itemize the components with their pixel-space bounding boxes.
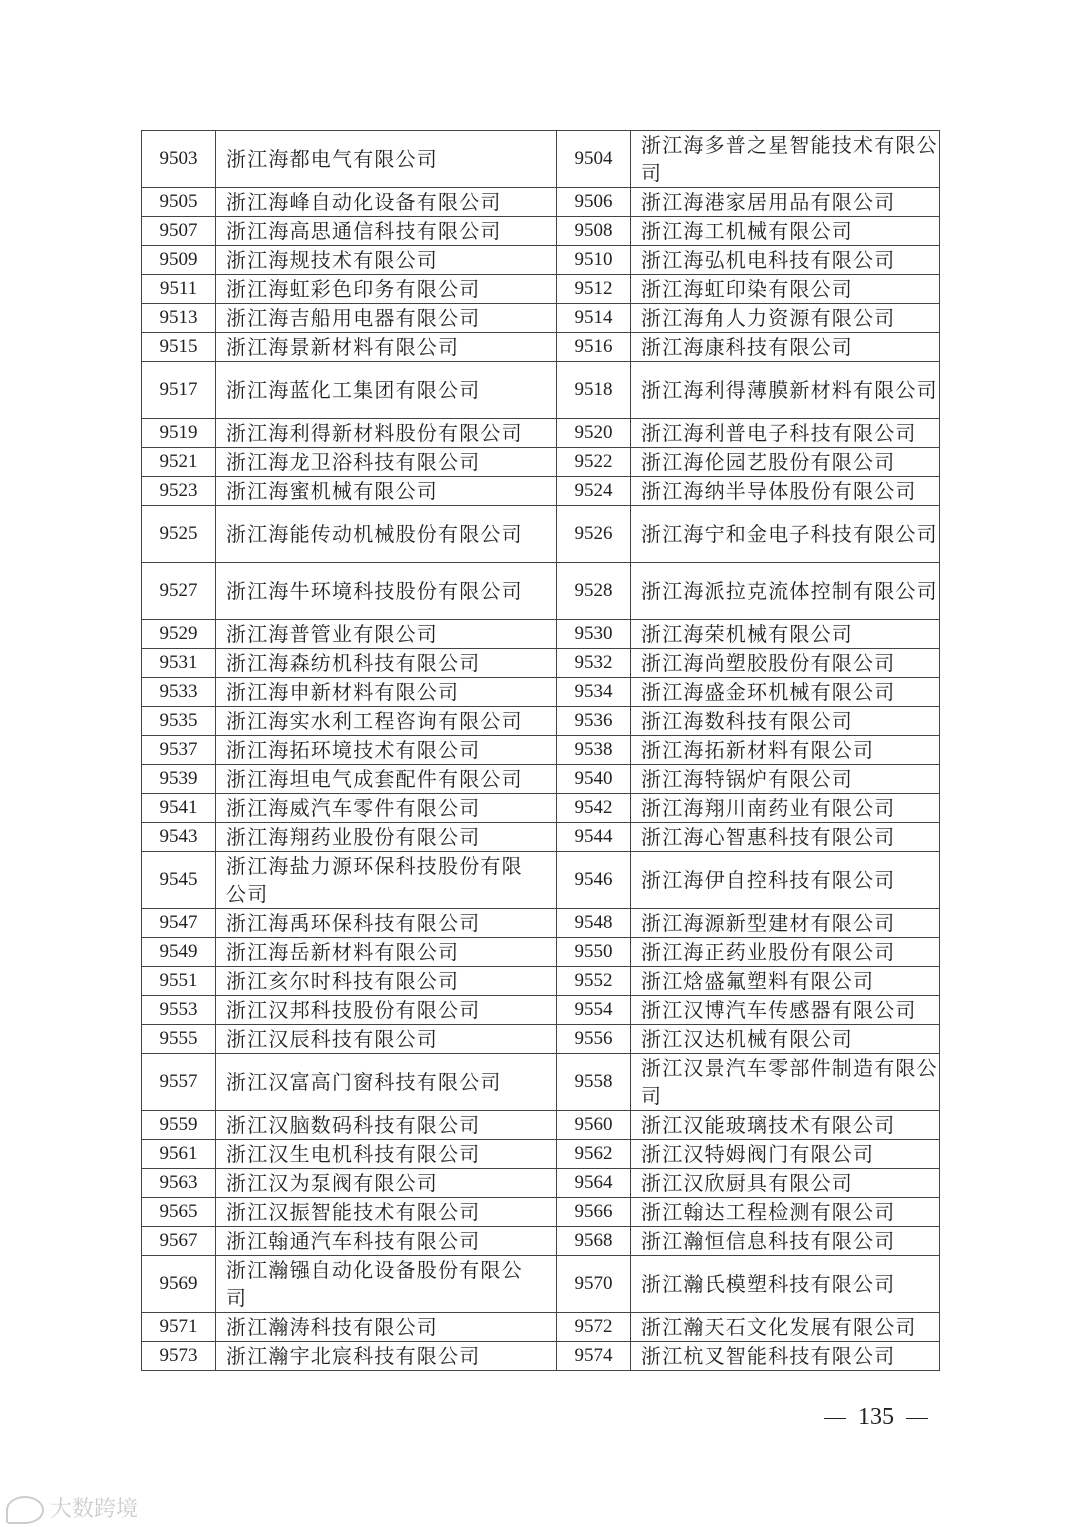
company-name: 浙江海宁和金电子科技有限公司 bbox=[631, 506, 940, 563]
company-name: 浙江海规技术有限公司 bbox=[216, 246, 557, 275]
row-number: 9540 bbox=[557, 765, 631, 794]
table-row bbox=[142, 1198, 940, 1227]
company-name: 浙江海岳新材料有限公司 bbox=[216, 938, 557, 967]
dash-right bbox=[906, 1418, 928, 1420]
row-number: 9521 bbox=[142, 448, 216, 477]
table-row bbox=[142, 823, 940, 852]
company-name: 浙江海纳半导体股份有限公司 bbox=[631, 477, 940, 506]
table-body bbox=[142, 131, 940, 1371]
table-row bbox=[142, 448, 940, 477]
company-name: 浙江海禹环保科技有限公司 bbox=[216, 909, 557, 938]
company-name: 浙江汉为泵阀有限公司 bbox=[216, 1169, 557, 1198]
company-name: 浙江汉辰科技有限公司 bbox=[216, 1025, 557, 1054]
company-name: 浙江瀚宇北宸科技有限公司 bbox=[216, 1342, 557, 1371]
company-name: 浙江海康科技有限公司 bbox=[631, 333, 940, 362]
company-name: 浙江海多普之星智能技术有限公司 bbox=[631, 131, 940, 188]
company-name: 浙江海弘机电科技有限公司 bbox=[631, 246, 940, 275]
company-name: 浙江汉振智能技术有限公司 bbox=[216, 1198, 557, 1227]
row-number: 9549 bbox=[142, 938, 216, 967]
row-number: 9546 bbox=[557, 852, 631, 909]
row-number: 9536 bbox=[557, 707, 631, 736]
row-number: 9542 bbox=[557, 794, 631, 823]
table-row bbox=[142, 938, 940, 967]
row-number: 9519 bbox=[142, 419, 216, 448]
company-name: 浙江海利得新材料股份有限公司 bbox=[216, 419, 557, 448]
row-number: 9550 bbox=[557, 938, 631, 967]
company-name: 浙江海派拉克流体控制有限公司 bbox=[631, 563, 940, 620]
company-name: 浙江海伊自控科技有限公司 bbox=[631, 852, 940, 909]
row-number: 9555 bbox=[142, 1025, 216, 1054]
company-name: 浙江翰达工程检测有限公司 bbox=[631, 1198, 940, 1227]
company-name: 浙江海源新型建材有限公司 bbox=[631, 909, 940, 938]
row-number: 9518 bbox=[557, 362, 631, 419]
company-name: 浙江海伦园艺股份有限公司 bbox=[631, 448, 940, 477]
row-number: 9513 bbox=[142, 304, 216, 333]
row-number: 9508 bbox=[557, 217, 631, 246]
row-number: 9569 bbox=[142, 1256, 216, 1313]
company-name: 浙江汉景汽车零部件制造有限公司 bbox=[631, 1054, 940, 1111]
company-name: 浙江海景新材料有限公司 bbox=[216, 333, 557, 362]
company-name: 浙江瀚涛科技有限公司 bbox=[216, 1313, 557, 1342]
row-number: 9559 bbox=[142, 1111, 216, 1140]
row-number: 9535 bbox=[142, 707, 216, 736]
row-number: 9543 bbox=[142, 823, 216, 852]
row-number: 9547 bbox=[142, 909, 216, 938]
company-name: 浙江海威汽车零件有限公司 bbox=[216, 794, 557, 823]
company-name: 浙江汉特姆阀门有限公司 bbox=[631, 1140, 940, 1169]
company-name: 浙江汉达机械有限公司 bbox=[631, 1025, 940, 1054]
row-number: 9537 bbox=[142, 736, 216, 765]
row-number: 9503 bbox=[142, 131, 216, 188]
company-name: 浙江海利普电子科技有限公司 bbox=[631, 419, 940, 448]
row-number: 9529 bbox=[142, 620, 216, 649]
company-name: 浙江焓盛氟塑料有限公司 bbox=[631, 967, 940, 996]
row-number: 9527 bbox=[142, 563, 216, 620]
row-number: 9507 bbox=[142, 217, 216, 246]
company-name: 浙江海翔药业股份有限公司 bbox=[216, 823, 557, 852]
company-name: 浙江汉邦科技股份有限公司 bbox=[216, 996, 557, 1025]
row-number: 9526 bbox=[557, 506, 631, 563]
company-name: 浙江海蓝化工集团有限公司 bbox=[216, 362, 557, 419]
row-number: 9514 bbox=[557, 304, 631, 333]
row-number: 9525 bbox=[142, 506, 216, 563]
row-number: 9564 bbox=[557, 1169, 631, 1198]
row-number: 9554 bbox=[557, 996, 631, 1025]
table-row bbox=[142, 506, 940, 563]
company-name: 浙江海普管业有限公司 bbox=[216, 620, 557, 649]
company-name: 浙江海坦电气成套配件有限公司 bbox=[216, 765, 557, 794]
row-number: 9545 bbox=[142, 852, 216, 909]
row-number: 9565 bbox=[142, 1198, 216, 1227]
row-number: 9562 bbox=[557, 1140, 631, 1169]
company-name: 浙江海吉船用电器有限公司 bbox=[216, 304, 557, 333]
row-number: 9558 bbox=[557, 1054, 631, 1111]
company-name: 浙江海利得薄膜新材料有限公司 bbox=[631, 362, 940, 419]
company-name: 浙江海实水利工程咨询有限公司 bbox=[216, 707, 557, 736]
table-row bbox=[142, 131, 940, 188]
table-row bbox=[142, 333, 940, 362]
table-row bbox=[142, 1140, 940, 1169]
table-row bbox=[142, 736, 940, 765]
company-name: 浙江汉脑数码科技有限公司 bbox=[216, 1111, 557, 1140]
company-name: 浙江海数科技有限公司 bbox=[631, 707, 940, 736]
row-number: 9517 bbox=[142, 362, 216, 419]
company-name: 浙江亥尔时科技有限公司 bbox=[216, 967, 557, 996]
company-name: 浙江瀚恒信息科技有限公司 bbox=[631, 1227, 940, 1256]
company-name: 浙江海工机械有限公司 bbox=[631, 217, 940, 246]
row-number: 9571 bbox=[142, 1313, 216, 1342]
company-name: 浙江海虹彩色印务有限公司 bbox=[216, 275, 557, 304]
company-name: 浙江汉欣厨具有限公司 bbox=[631, 1169, 940, 1198]
table-row bbox=[142, 765, 940, 794]
company-name: 浙江海森纺机科技有限公司 bbox=[216, 649, 557, 678]
row-number: 9566 bbox=[557, 1198, 631, 1227]
row-number: 9574 bbox=[557, 1342, 631, 1371]
table-row bbox=[142, 852, 940, 909]
row-number: 9522 bbox=[557, 448, 631, 477]
row-number: 9533 bbox=[142, 678, 216, 707]
company-name: 浙江海盐力源环保科技股份有限公司 bbox=[216, 852, 557, 909]
row-number: 9506 bbox=[557, 188, 631, 217]
company-name: 浙江海蜜机械有限公司 bbox=[216, 477, 557, 506]
company-name: 浙江杭叉智能科技有限公司 bbox=[631, 1342, 940, 1371]
row-number: 9520 bbox=[557, 419, 631, 448]
table-row bbox=[142, 967, 940, 996]
table-row bbox=[142, 620, 940, 649]
company-name: 浙江海荣机械有限公司 bbox=[631, 620, 940, 649]
watermark bbox=[6, 1492, 138, 1524]
company-name: 浙江海翔川南药业有限公司 bbox=[631, 794, 940, 823]
page-number-text: 135 bbox=[858, 1404, 894, 1430]
table-row bbox=[142, 304, 940, 333]
row-number: 9568 bbox=[557, 1227, 631, 1256]
table-row bbox=[142, 1256, 940, 1313]
page-number bbox=[812, 1404, 940, 1431]
row-number: 9523 bbox=[142, 477, 216, 506]
dash-left bbox=[824, 1418, 846, 1420]
row-number: 9556 bbox=[557, 1025, 631, 1054]
row-number: 9531 bbox=[142, 649, 216, 678]
table-row bbox=[142, 362, 940, 419]
row-number: 9509 bbox=[142, 246, 216, 275]
company-name: 浙江海港家居用品有限公司 bbox=[631, 188, 940, 217]
row-number: 9512 bbox=[557, 275, 631, 304]
company-name: 浙江海都电气有限公司 bbox=[216, 131, 557, 188]
table-row bbox=[142, 188, 940, 217]
row-number: 9539 bbox=[142, 765, 216, 794]
company-name: 浙江海心智惠科技有限公司 bbox=[631, 823, 940, 852]
company-name: 浙江海龙卫浴科技有限公司 bbox=[216, 448, 557, 477]
row-number: 9557 bbox=[142, 1054, 216, 1111]
company-name: 浙江海牛环境科技股份有限公司 bbox=[216, 563, 557, 620]
table-row bbox=[142, 1111, 940, 1140]
table-row bbox=[142, 1054, 940, 1111]
table-row bbox=[142, 275, 940, 304]
table-row bbox=[142, 649, 940, 678]
company-name: 浙江汉富高门窗科技有限公司 bbox=[216, 1054, 557, 1111]
row-number: 9560 bbox=[557, 1111, 631, 1140]
table-row bbox=[142, 1169, 940, 1198]
company-name: 浙江瀚天石文化发展有限公司 bbox=[631, 1313, 940, 1342]
table-row bbox=[142, 996, 940, 1025]
table-row bbox=[142, 909, 940, 938]
company-name: 浙江海特锅炉有限公司 bbox=[631, 765, 940, 794]
company-name: 浙江海能传动机械股份有限公司 bbox=[216, 506, 557, 563]
row-number: 9532 bbox=[557, 649, 631, 678]
company-name: 浙江海角人力资源有限公司 bbox=[631, 304, 940, 333]
company-name: 浙江海拓新材料有限公司 bbox=[631, 736, 940, 765]
company-name: 浙江海拓环境技术有限公司 bbox=[216, 736, 557, 765]
row-number: 9570 bbox=[557, 1256, 631, 1313]
table-row bbox=[142, 419, 940, 448]
row-number: 9567 bbox=[142, 1227, 216, 1256]
row-number: 9530 bbox=[557, 620, 631, 649]
table-row bbox=[142, 794, 940, 823]
table-row bbox=[142, 678, 940, 707]
company-name: 浙江海峰自动化设备有限公司 bbox=[216, 188, 557, 217]
company-name: 浙江海正药业股份有限公司 bbox=[631, 938, 940, 967]
company-name: 浙江海盛金环机械有限公司 bbox=[631, 678, 940, 707]
table-row bbox=[142, 1025, 940, 1054]
row-number: 9541 bbox=[142, 794, 216, 823]
row-number: 9524 bbox=[557, 477, 631, 506]
row-number: 9504 bbox=[557, 131, 631, 188]
company-name: 浙江汉能玻璃技术有限公司 bbox=[631, 1111, 940, 1140]
row-number: 9573 bbox=[142, 1342, 216, 1371]
table-row bbox=[142, 563, 940, 620]
watermark-text: 大数跨境 bbox=[50, 1497, 139, 1522]
table-row bbox=[142, 246, 940, 275]
row-number: 9515 bbox=[142, 333, 216, 362]
company-list-table bbox=[141, 130, 940, 1371]
company-name: 浙江海尚塑胶股份有限公司 bbox=[631, 649, 940, 678]
table-row bbox=[142, 217, 940, 246]
row-number: 9538 bbox=[557, 736, 631, 765]
company-name: 浙江海虹印染有限公司 bbox=[631, 275, 940, 304]
row-number: 9534 bbox=[557, 678, 631, 707]
row-number: 9572 bbox=[557, 1313, 631, 1342]
company-name: 浙江海申新材料有限公司 bbox=[216, 678, 557, 707]
company-name: 浙江海高思通信科技有限公司 bbox=[216, 217, 557, 246]
row-number: 9516 bbox=[557, 333, 631, 362]
row-number: 9551 bbox=[142, 967, 216, 996]
table-row bbox=[142, 1342, 940, 1371]
row-number: 9563 bbox=[142, 1169, 216, 1198]
company-name: 浙江汉博汽车传感器有限公司 bbox=[631, 996, 940, 1025]
row-number: 9552 bbox=[557, 967, 631, 996]
company-name: 浙江瀚镪自动化设备股份有限公司 bbox=[216, 1256, 557, 1313]
row-number: 9510 bbox=[557, 246, 631, 275]
row-number: 9544 bbox=[557, 823, 631, 852]
row-number: 9548 bbox=[557, 909, 631, 938]
company-name: 浙江翰通汽车科技有限公司 bbox=[216, 1227, 557, 1256]
table-row bbox=[142, 1227, 940, 1256]
table-row bbox=[142, 707, 940, 736]
row-number: 9505 bbox=[142, 188, 216, 217]
company-name: 浙江汉生电机科技有限公司 bbox=[216, 1140, 557, 1169]
company-name: 浙江瀚氏模塑科技有限公司 bbox=[631, 1256, 940, 1313]
row-number: 9561 bbox=[142, 1140, 216, 1169]
watermark-logo-icon bbox=[6, 1496, 44, 1524]
row-number: 9511 bbox=[142, 275, 216, 304]
row-number: 9553 bbox=[142, 996, 216, 1025]
table-row bbox=[142, 1313, 940, 1342]
row-number: 9528 bbox=[557, 563, 631, 620]
table-row bbox=[142, 477, 940, 506]
